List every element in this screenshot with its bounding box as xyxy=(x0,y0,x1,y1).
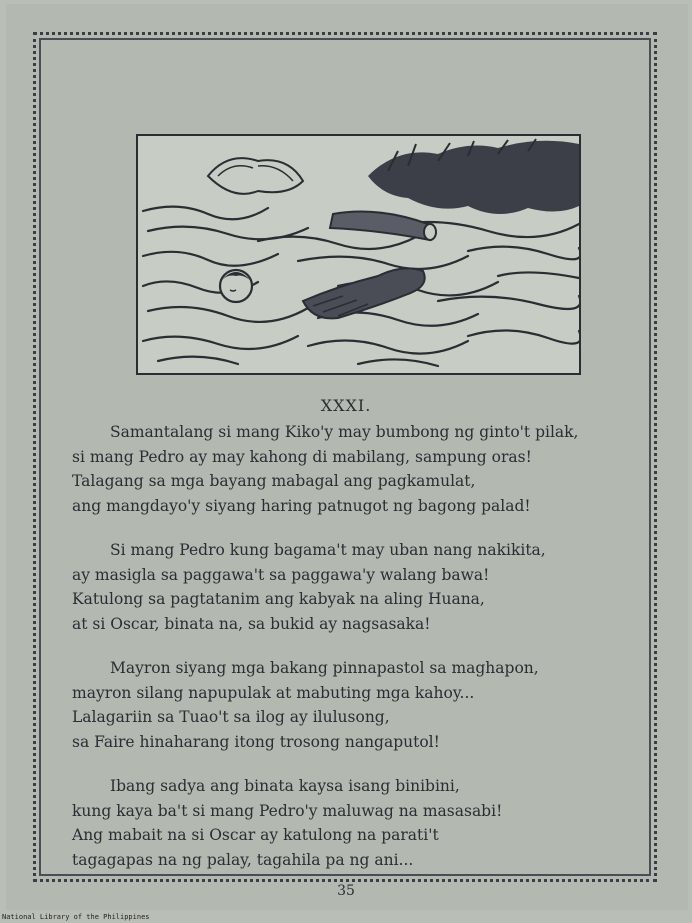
poem-line: tagagapas na ng palay, tagahila pa ng ani... xyxy=(72,850,414,869)
chapter-heading: XXXI. xyxy=(320,396,372,415)
poem-line: Lalagariin sa Tuao't sa ilog ay ilulusong, xyxy=(72,708,390,726)
river-scene-drawing xyxy=(138,136,579,373)
poem-line: Samantalang si mang Kiko'y may bumbong ng ginto't pilak, xyxy=(110,423,579,441)
poem-line: Talagang sa mga bayang mabagal ang pagkamulat, xyxy=(72,472,476,490)
library-credit: National Library of the Philippines xyxy=(2,913,150,921)
poem-line: Ang mabait na si Oscar ay katulong na parati't xyxy=(72,826,439,844)
poem-body xyxy=(72,420,632,892)
poem-line: Katulong sa pagtatanim ang kabyak na aling Huana, xyxy=(72,590,485,608)
poem-line: ang mangdayo'y siyang haring patnugot ng bagong palad! xyxy=(72,496,531,515)
poem-line: kung kaya ba't si mang Pedro'y maluwag na masasabi! xyxy=(72,801,503,820)
poem-line: Mayron siyang mga bakang pinnapastol sa maghapon, xyxy=(110,659,539,677)
poem-line: ay masigla sa paggawa't sa paggawa'y walang bawa! xyxy=(72,565,490,584)
poem-line: si mang Pedro ay may kahong di mabilang, sampung oras! xyxy=(72,447,532,466)
stanza xyxy=(72,656,632,754)
page-number: 35 xyxy=(337,883,355,899)
poem-line: Ibang sadya ang binata kaysa isang binibini, xyxy=(110,777,460,795)
river-illustration xyxy=(136,134,581,375)
poem-line: mayron silang napupulak at mabuting mga kahoy... xyxy=(72,683,475,702)
stanza xyxy=(72,774,632,872)
poem-line: sa Faire hinaharang itong trosong nangaputol! xyxy=(72,732,440,751)
stanza xyxy=(72,420,632,518)
poem-line: Si mang Pedro kung bagama't may uban nang nakikita, xyxy=(110,541,546,559)
poem-line: at si Oscar, binata na, sa bukid ay nagsasaka! xyxy=(72,614,431,633)
stanza xyxy=(72,538,632,636)
